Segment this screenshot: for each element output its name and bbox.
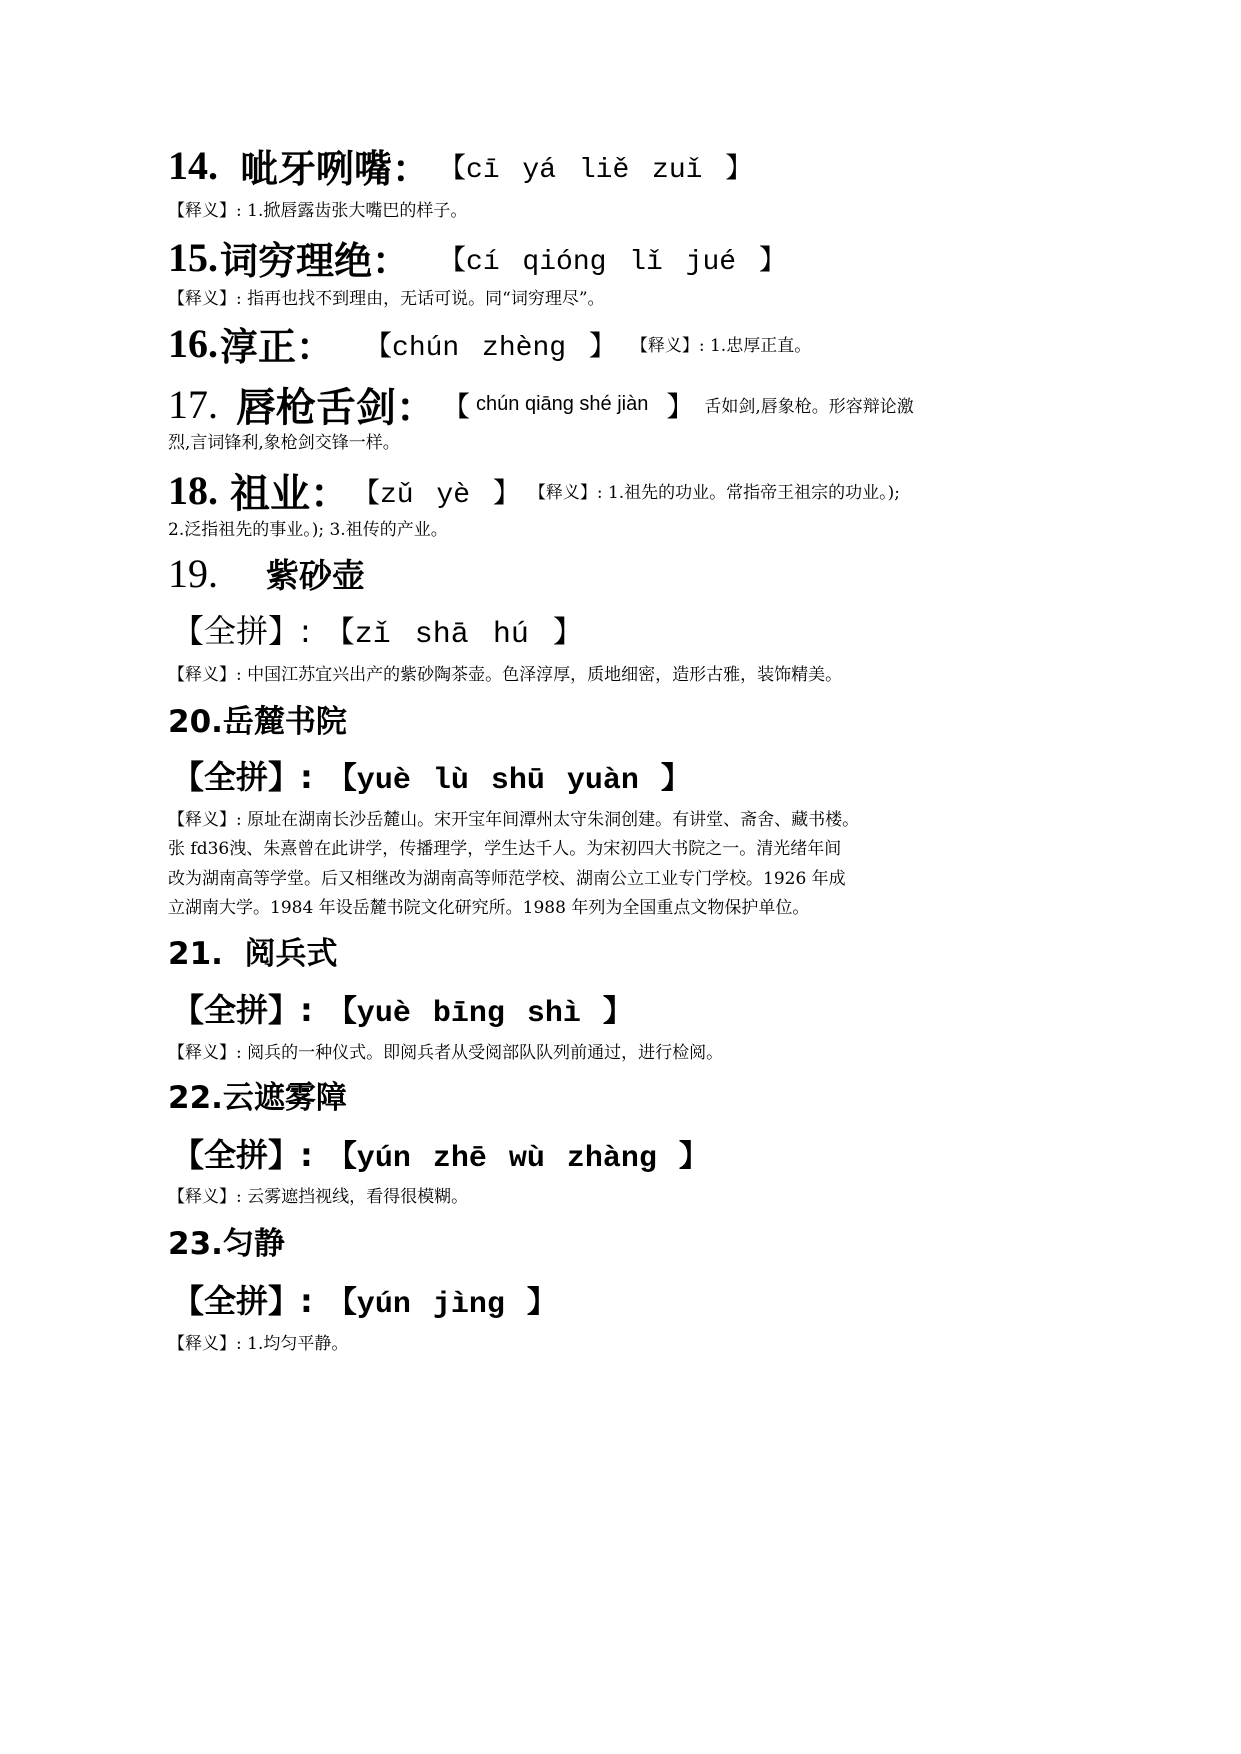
entry-20-heading: 20.岳麓书院 xyxy=(168,704,347,740)
quanpin-label: 【全拼】: xyxy=(172,991,313,1029)
entry-19-pinyin-row xyxy=(172,606,583,652)
entry-21-definition: 【释义】: 阅兵的一种仪式。即阅兵者从受阅部队队列前通过，进行检阅。 xyxy=(168,1043,724,1063)
entry-18-heading xyxy=(168,462,900,519)
entry-22-pinyin-row xyxy=(172,1130,709,1176)
entry-number: 14. xyxy=(168,143,218,188)
entry-14-heading xyxy=(168,138,753,193)
entry-number: 16. xyxy=(168,321,218,366)
entry-17-definition-cont: 烈,言词锋利,象枪剑交锋一样。 xyxy=(168,433,400,453)
entry-15-definition: 【释义】: 指再也找不到理由，无话可说。同“词穷理尽”。 xyxy=(168,289,605,309)
entry-22-definition: 【释义】: 云雾遮挡视线，看得很模糊。 xyxy=(168,1187,469,1207)
quanpin-label: 【全拼】: xyxy=(172,1136,313,1174)
entry-20-definition-line: 张 fd36洩、朱熹曾在此讲学，传播理学，学生达千人。为宋初四大书院之一。清光绪年间 xyxy=(168,839,842,859)
entry-21-pinyin-row xyxy=(172,985,633,1031)
entry-word: 呲牙咧嘴： xyxy=(240,147,431,191)
quanpin-label: 【全拼】: xyxy=(172,758,313,796)
entry-14-definition: 【释义】: 1.掀唇露齿张大嘴巴的样子。 xyxy=(168,201,468,221)
entry-20-definition-line: 【释义】: 原址在湖南长沙岳麓山。宋开宝年间潭州太守朱洞创建。有讲堂、斋舍、藏书楼。 xyxy=(168,810,860,830)
entry-pinyin: 【zǐ shā hú 】 xyxy=(324,617,583,652)
entry-definition: 舌如剑,唇象枪。形容辩论激 xyxy=(704,397,914,417)
entry-19-definition: 【释义】: 中国江苏宜兴出产的紫砂陶茶壶。色泽淳厚，质地细密，造形古雅，装饰精美。 xyxy=(168,665,843,685)
entry-word: 淳正： xyxy=(220,325,335,369)
entry-pinyin: 【yuè bīng shì 】 xyxy=(326,996,633,1031)
entry-pinyin: 【yuè lù shū yuàn 】 xyxy=(326,763,691,798)
entry-pinyin: 【chún zhèng 】 xyxy=(364,332,617,364)
entry-21-heading: 21. 阅兵式 xyxy=(168,936,338,972)
entry-20-definition-line: 立湖南大学。1984 年设岳麓书院文化研究所。1988 年列为全国重点文物保护单位。 xyxy=(168,898,810,918)
entry-pinyin: 【cí qióng lǐ jué 】 xyxy=(438,246,787,278)
entry-pinyin: 【zǔ yè 】 xyxy=(352,479,521,511)
entry-word: 词穷理绝： xyxy=(220,239,411,283)
entry-23-definition: 【释义】: 1.均匀平静。 xyxy=(168,1334,349,1354)
entry-23-pinyin-row xyxy=(172,1276,557,1322)
entry-16-heading xyxy=(168,316,811,371)
entry-20-pinyin-row xyxy=(172,752,691,798)
entry-18-definition-cont: 2.泛指祖先的事业。); 3.祖传的产业。 xyxy=(168,520,448,540)
quanpin-label: 【全拼】: xyxy=(172,612,311,650)
entry-23-heading: 23.匀静 xyxy=(168,1226,285,1262)
entry-definition: 【释义】: 1.祖先的功业。常指帝王祖宗的功业。); xyxy=(528,483,901,503)
entry-number: 15. xyxy=(168,235,218,280)
entry-definition: 【释义】: 1.忠厚正直。 xyxy=(630,336,812,356)
entry-word: 祖业： xyxy=(230,471,350,517)
quanpin-label: 【全拼】: xyxy=(172,1282,313,1320)
entry-pinyin: 【yún jìng 】 xyxy=(326,1287,557,1322)
entry-number: 19. xyxy=(168,551,218,596)
entry-15-heading xyxy=(168,230,787,285)
entry-pinyin: 【yún zhē wù zhàng 】 xyxy=(326,1141,709,1176)
entry-pinyin: chún qiāng shé jiàn xyxy=(476,393,649,415)
entry-22-heading: 22.云遮雾障 xyxy=(168,1080,347,1116)
entry-20-definition-line: 改为湖南高等学堂。后又相继改为湖南高等师范学校、湖南公立工业专门学校。1926 年成 xyxy=(168,869,846,889)
entry-19-heading xyxy=(168,550,365,597)
entry-word: 紫砂壶 xyxy=(266,556,365,595)
entry-word: 唇枪舌剑： xyxy=(236,385,436,431)
entry-17-heading xyxy=(168,376,914,433)
entry-number: 18. xyxy=(168,468,218,513)
entry-pinyin-close: 】 xyxy=(666,389,695,423)
entry-pinyin-open: 【 xyxy=(442,389,471,423)
entry-pinyin: 【cī yá liě zuǐ 】 xyxy=(438,154,754,186)
entry-number: 17. xyxy=(168,382,218,427)
